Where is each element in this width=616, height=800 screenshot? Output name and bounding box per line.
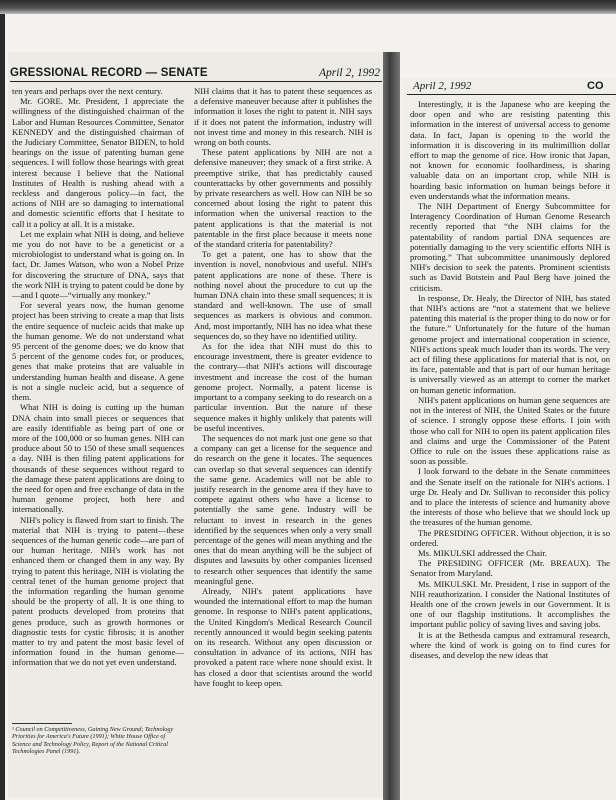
paragraph: In response, Dr. Healy, the Director of NIH, has stated that NIH's actions are “not a statement that we believe patenting this material is the proper thing to do now or for the future.” Unfortunately for the future of the human genome project and international cooperation in science, NIH's actions speak much louder than its words. The very act of filing these applications for material that is not, on its face, patentable and that is part of our human heritage is universally viewed as an attempt to corner the market on human genetic information. bbox=[410, 292, 610, 395]
right-page-header bbox=[407, 80, 616, 95]
scan-edge-top bbox=[0, 0, 616, 14]
scan-edge-left bbox=[0, 14, 5, 800]
footnote: ¹ Council on Competitiveness, Gaining New Ground; Technology Priorities for America's Future (1991); White House Office of Science and Technology Policy, Report of the National Critical Technologies Panel (1991). bbox=[12, 726, 174, 756]
paragraph: It is at the Bethesda campus and extramural research, where the kind of work is going on to find cures for diseases, and develop the new ideas that bbox=[410, 629, 610, 660]
paragraph: NIH claims that it has to patent these sequences as a defensive maneuver because after it publishes the information it loses the right to patent it. NIH says if it does not patent the information, industry will not invest time and money in this research. NIH is wrong on both counts. bbox=[194, 86, 372, 148]
paragraph: To get a patent, one has to show that the invention is novel, nonobvious and useful. NIH's patent applications are none of these. There is nothing novel about the procedure to cut up the human DNA chain into these small sequences; it is standard and well-known. The use of small sequences as markers is obvious and common. And, most importantly, NIH has no idea what these sequences do, so they have no identified utility. bbox=[194, 249, 372, 341]
paragraph: Mr. GORE. Mr. President, I appreciate the willingness of the distinguished chairman of the Labor and Human Resources Committee, Senator KENNEDY and the distinguished chairman of the Judiciary Committee, Senator BIDEN, to hold hearings on the issue of patenting human gene sequences. I will follow those hearings with great interest because I believe that the National Institutes of Health is rushing ahead with a reckless and dangerous policy—in fact, the actions of NIH are so damaging to international and domestic scientific efforts that I hesitate to call it a policy at all. It is a mistake. bbox=[12, 96, 184, 229]
running-head-title: GRESSIONAL RECORD — SENATE bbox=[10, 67, 208, 79]
paragraph: For several years now, the human genome project has been striving to create a map that lists the entire sequence of nucleic acids that make up the human genome. We do not understand what 95 percent of the genome does; we do know that 5 percent of the genome codes for, or produces, genes that make proteins that are valuable in understanding human health and disease. A gene is not a single nucleic acid, but a sequence of them. bbox=[12, 300, 184, 403]
text-column-3 bbox=[410, 99, 610, 797]
paragraph: The sequences do not mark just one gene so that a company can get a license for the sequence and do research on the gene it locates. The sequences can overlap so that several sequences can identify the same gene. Academics will not be able to justify research in the genome area if they have to compete against others who have a license to potentially the same gene. Industry will be reluctant to invest in research in the genes identified by the sequences when only a very small percentage of the genes will mean anything and the ones that do mean anything will be the subject of disputes and lawsuits by other companies licensed to research other sequences that identify the same meaningful gene. bbox=[194, 432, 372, 586]
paragraph: Interestingly, it is the Japanese who are keeping the door open and who are resisting patenting this information in the interest of universal access to genome data. In fact, Japan is opening to the world the information it is discovering in its multimillion dollar effort to map the genome of rice. How ironic that Japan, not known for economic foolhardiness, is sharing valuable data on an important crop, while NIH is hoarding basic information on human beings before it even understands what the information means. bbox=[410, 99, 610, 201]
paragraph: NIH's patent applications on human gene sequences are not in the interest of NIH, the United States or the future of science. I strongly oppose these efforts. I join with those who call for NIH to open its patent application files and claims and urge the Commissioner of the Patent Office to rule on the issues these applications raise as soon as possible. bbox=[410, 394, 610, 467]
paragraph: I look forward to the debate in the Senate committees and the Senate itself on the rationale for NIH's actions. I urge Dr. Healy and Dr. Sullivan to reconsider this policy and to place the interests of science and humanity above the interests of those who believe that we should lock up the treasures of the human genome. bbox=[410, 466, 610, 528]
paragraph: ten years and perhaps over the next century. bbox=[12, 86, 163, 96]
paragraph: Ms. MIKULSKI. Mr. President, I rise in support of the NIH reauthorization. I consider the National Institutes of Health one of the crown jewels in our Government. It is one of our flagship institutions. It accomplishes the important public policy of saving lives and saving jobs. bbox=[410, 578, 610, 630]
paragraph: As for the idea that NIH must do this to encourage investment, there is greater evidence to the contrary—that NIH's actions will discourage investment and increase the cost of the human genome project. Normally, a patent license is important to a company seeking to do research on a particular invention. But the nature of these sequence makes it highly unlikely that patents will be useful incentives. bbox=[194, 341, 372, 433]
page-gutter bbox=[383, 52, 400, 800]
text-column-1 bbox=[12, 86, 184, 668]
paragraph: Let me explain what NIH is doing, and believe me you do not have to be a geneticist or a microbiologist to understand what is going on. In fact, Dr. James Watson, who won a Nobel Prize for discovering the structure of DNA, says that the work NIH is trying to patent could be done by—and I quote—“virtually any monkey.” bbox=[12, 228, 184, 301]
left-page-header bbox=[10, 67, 382, 82]
paragraph: What NIH is doing is cutting up the human DNA chain into small pieces or sequences that are easily identifiable as being part of one or more of the 100,000 or so human genes. NIH can produce about 50 to 150 of these small sequences a day. NIH is then filing patent applications for thousands of these sequences without regard to the damage these patent applications are doing to the need for open and free exchange of data in the human genome project, both here and internationally. bbox=[12, 402, 184, 515]
text-column-2 bbox=[194, 86, 372, 796]
paragraph: Ms. MIKULSKI addressed the Chair. bbox=[418, 547, 547, 558]
paragraph: These patent applications by NIH are not a defensive maneuver; they smack of a first strike. A preemptive strike, that has predictably caused counterattacks by other governments and possibly by private researchers as well. How can NIH be so concerned about losing the right to patent this information when the universal reaction to the patent applications is that the material is not patentable in the first place because it meets none of the standard criteria for patentability? bbox=[194, 147, 372, 250]
paragraph: The PRESIDING OFFICER (Mr. BREAUX). The Senator from Maryland. bbox=[410, 558, 610, 579]
footnote-rule bbox=[12, 723, 72, 724]
running-head-date: April 2, 1992 bbox=[318, 67, 380, 79]
paragraph: Already, NIH's patent applications have wounded the international effort to map the human genome. In response to NIH's patent applications, the United Kingdom's Medical Research Council recently announced it would begin seeking patents on its research. Without any open discussion or consultation in advance of its actions, NIH has provoked a patent race where none should exist. It has closed a door that scientists around the world have fought to keep open. bbox=[194, 585, 372, 688]
paragraph: The PRESIDING OFFICER. Without objection, it is so ordered. bbox=[410, 527, 610, 548]
running-head-date: April 2, 1992 bbox=[413, 80, 472, 92]
paragraph: The NIH Department of Energy Subcommittee for Interagency Coordination of Human Genome Research recently reported that “the NIH claims for the patentability of random partial DNA sequences are potentially damaging to the very scientific efforts NIH is promoting.” That subcommittee unanimously deplored NIH's decision to seek the patents. Prominent scientists such as David Botstein and Paul Berg have joined the criticism. bbox=[410, 201, 610, 293]
paragraph: NIH's policy is flawed from start to finish. The material that NIH is trying to patent—these sequences of the human genetic code—are part of our human heritage. NIH's work has not enhanced them or changed them in any way. By trying to patent this heritage, NIH is violating the central tenet of the human genome project that the information regarding the human genome should be the property of all. It is one thing to patent products developed from proteins that genes produce, such as growth hormones or diagnostic tests for cystic fibrosis; it is another matter to try and patent the most basic level of information found in the human genome—information that we do not yet even understand. bbox=[12, 514, 184, 668]
running-head-title: CO bbox=[587, 80, 604, 92]
